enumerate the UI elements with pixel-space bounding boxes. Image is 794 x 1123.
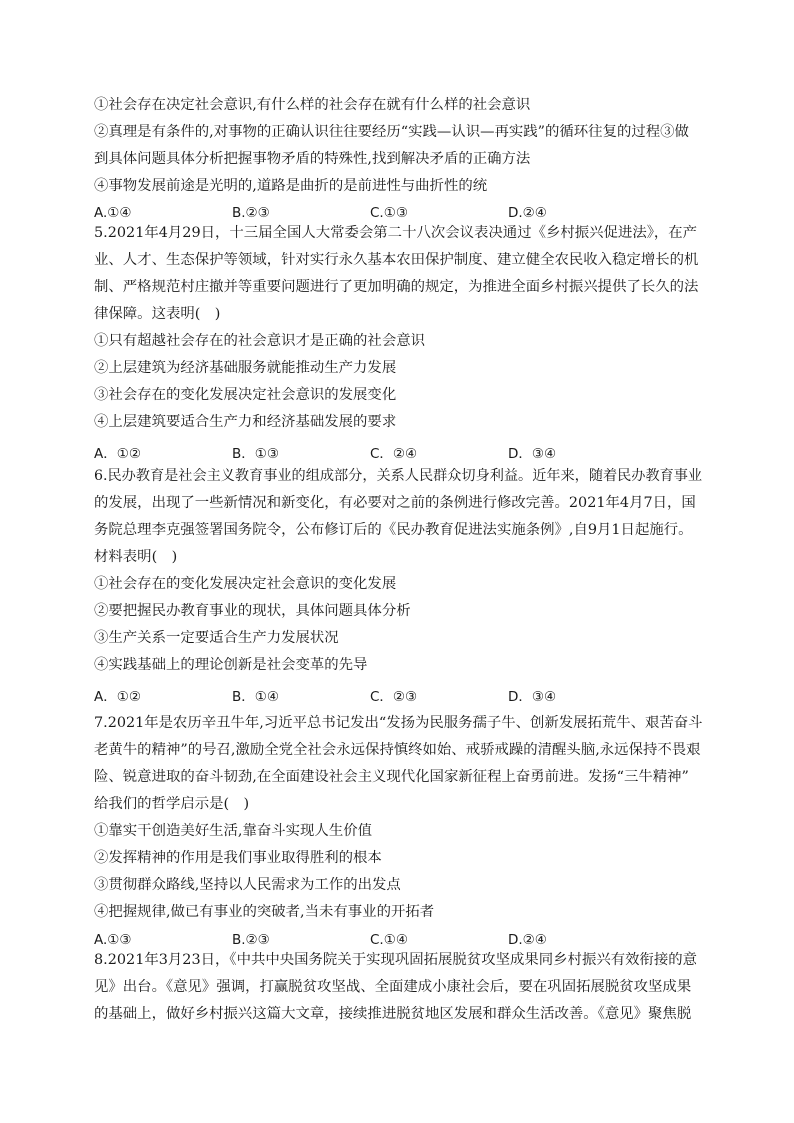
q5-statement: ①只有超越社会存在的社会意识才是正确的社会意识 xyxy=(94,333,425,349)
q4-option-d: D.②④ xyxy=(508,205,547,221)
q4-option-b: B.②③ xyxy=(232,205,270,221)
q5-stem-line: 5.2021年4月29日，十三届全国人大常委会第二十八次会议表决通过《乡村振兴促进法》，在产 xyxy=(94,225,698,241)
q4-statement-2-cont: 到具体问题具体分析把握事物矛盾的特殊性,找到解决矛盾的正确方法 xyxy=(94,151,531,167)
q7-statement: ②发挥精神的作用是我们事业取得胜利的根本 xyxy=(94,850,382,866)
q7-statement: ③贯彻群众路线,坚持以人民需求为工作的出发点 xyxy=(94,877,401,893)
q5-options xyxy=(94,442,714,462)
q4-statement-4: ④事物发展前途是光明的,道路是曲折的是前进性与曲折性的统 xyxy=(94,178,488,194)
q4-option-a: A.①④ xyxy=(94,205,132,221)
q6-stem-line: 的发展，出现了一些新情况和新变化，有必要对之前的条例进行修改完善。2021年4月7日，国 xyxy=(94,495,696,511)
q5-statement: ②上层建筑为经济基础服务就能推动生产力发展 xyxy=(94,360,397,376)
q8-stem-line: 见》出台。《意见》强调，打赢脱贫攻坚战、全面建成小康社会后，要在巩固拓展脱贫攻坚成果 xyxy=(94,979,692,995)
q7-stem-line: 老黄牛的精神”的号召,激励全党全社会永远保持慎终如始、戒骄戒躁的清醒头脑,永远保持不畏艰 xyxy=(94,742,701,758)
q5-option-b: B．①③ xyxy=(232,446,279,462)
q5-option-c: C．②④ xyxy=(370,446,418,462)
q5-option-d: D．③④ xyxy=(508,446,557,462)
q4-option-c: C.①③ xyxy=(370,205,408,221)
q6-stem-line: 材料表明( ) xyxy=(94,549,178,565)
q7-options xyxy=(94,932,714,948)
q7-stem-line: 7.2021年是农历辛丑牛年,习近平总书记发出“发扬为民服务孺子牛、创新发展拓荒牛、艰苦奋斗 xyxy=(94,715,703,731)
q7-statement: ①靠实干创造美好生活,靠奋斗实现人生价值 xyxy=(94,823,372,839)
q5-statement: ③社会存在的变化发展决定社会意识的发展变化 xyxy=(94,387,397,403)
q6-option-d: D．③④ xyxy=(508,689,557,705)
q7-option-c: C.①④ xyxy=(370,932,408,948)
q7-stem-line: 给我们的哲学启示是( ) xyxy=(94,796,250,812)
q7-option-a: A.①③ xyxy=(94,932,132,948)
q5-option-a: A．①② xyxy=(94,446,141,462)
q5-statement: ④上层建筑要适合生产力和经济基础发展的要求 xyxy=(94,414,397,430)
q7-statement: ④把握规律,做已有事业的突破者,当未有事业的开拓者 xyxy=(94,904,435,920)
q6-stem-line: 6.民办教育是社会主义教育事业的组成部分，关系人民群众切身利益。近年来，随着民办教育事业 xyxy=(94,468,703,484)
q6-statement: ③生产关系一定要适合生产力发展状况 xyxy=(94,630,339,646)
q6-stem-line: 务院总理李克强签署国务院令，公布修订后的《民办教育促进法实施条例》,自9月1日起施行。 xyxy=(94,522,693,538)
q6-statement: ④实践基础上的理论创新是社会变革的先导 xyxy=(94,657,368,673)
q6-statement: ①社会存在的变化发展决定社会意识的变化发展 xyxy=(94,576,397,592)
q7-stem-line: 险、锐意进取的奋斗韧劲,在全面建设社会主义现代化国家新征程上奋勇前进。发扬“三牛精神” xyxy=(94,769,689,785)
q5-stem-line: 律保障。这表明( ) xyxy=(94,306,221,322)
q6-option-b: B．①④ xyxy=(232,689,279,705)
q6-statement: ②要把握民办教育事业的现状，具体问题具体分析 xyxy=(94,603,411,619)
q6-options xyxy=(94,685,714,705)
q8-stem-line: 8.2021年3月23日，《中共中央国务院关于实现巩固拓展脱贫攻坚成果同乡村振兴有效衔接的意 xyxy=(94,952,698,968)
q4-options xyxy=(94,205,714,221)
q8-stem-line: 的基础上，做好乡村振兴这篇大文章，接续推进脱贫地区发展和群众生活改善。《意见》聚焦脱 xyxy=(94,1006,692,1022)
q7-option-b: B.②③ xyxy=(232,932,270,948)
q4-statement-1: ①社会存在决定社会意识,有什么样的社会存在就有什么样的社会意识 xyxy=(94,97,531,113)
q4-statement-2: ②真理是有条件的,对事物的正确认识往往要经历“实践—认识—再实践”的循环往复的过程③做 xyxy=(94,124,689,140)
q5-stem-line: 业、人才、生态保护等领域，针对实行永久基本农田保护制度、建立健全农民收入稳定增长的机 xyxy=(94,252,699,268)
q6-option-a: A．①② xyxy=(94,689,141,705)
q7-option-d: D.②④ xyxy=(508,932,547,948)
q5-stem-line: 制、严格规范村庄撤并等重要问题进行了更加明确的规定，为推进全面乡村振兴提供了长久的法 xyxy=(94,279,699,295)
q6-option-c: C．②③ xyxy=(370,689,418,705)
